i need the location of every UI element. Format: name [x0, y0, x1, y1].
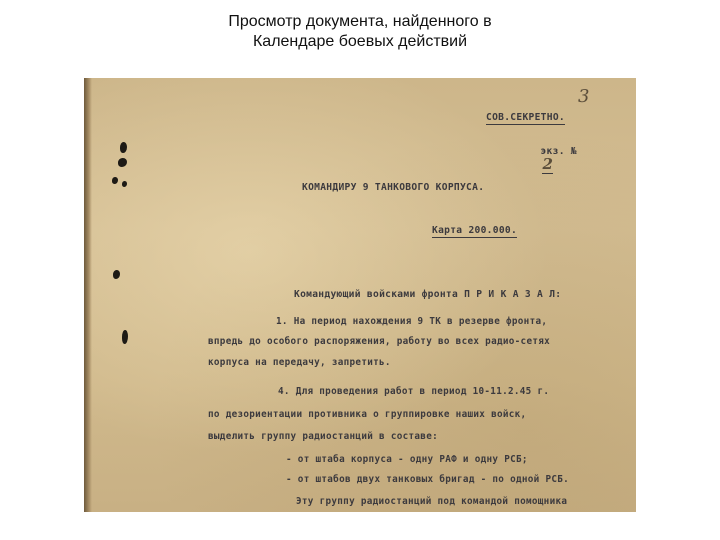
order-line-2: впредь до особого распоряжения, работу во всех радио-сетях	[208, 336, 551, 347]
order-line-6: выделить группу радиостанций в составе:	[208, 431, 438, 442]
order-line-9: Эту группу радиостанций под командой помощника	[296, 496, 568, 507]
slide-title-line-2: Календаре боевых действий	[252, 33, 468, 50]
order-line-1: 1. На период нахождения 9 ТК в резерве фронта,	[276, 316, 548, 327]
copy-number	[504, 135, 577, 186]
punch-hole	[122, 181, 127, 187]
copy-number-handwritten: 2	[542, 155, 554, 173]
document-left-edge-shadow	[84, 78, 92, 512]
order-line-8: - от штабов двух танковых бригад - по одной РСБ.	[286, 474, 570, 485]
order-line-5: по дезориентации противника о группировке наших войск,	[208, 409, 527, 420]
punch-hole	[118, 158, 127, 167]
order-intro: Командующий войсками фронта П Р И К А З А Л:	[294, 289, 562, 300]
punch-hole	[112, 177, 118, 184]
copy-label: экз. №	[540, 146, 577, 157]
classification-stamp: СОВ.СЕКРЕТНО.	[486, 112, 565, 123]
punch-hole	[120, 142, 127, 153]
punch-hole	[113, 270, 120, 279]
addressee: КОМАНДИРУ 9 ТАНКОВОГО КОРПУСА.	[302, 182, 485, 193]
order-line-4: 4. Для проведения работ в период 10-11.2.45 г.	[278, 386, 550, 397]
order-line-3: корпуса на передачу, запретить.	[208, 357, 391, 368]
document-scan	[84, 78, 636, 512]
slide-title	[150, 12, 570, 52]
page-number-handwritten: 3	[578, 86, 590, 107]
map-scale: Карта 200.000.	[432, 225, 518, 236]
punch-hole	[122, 330, 128, 344]
slide-title-line-1: Просмотр документа, найденного в	[228, 13, 492, 30]
order-line-7: - от штаба корпуса - одну РАФ и одну РСБ;	[286, 454, 528, 465]
